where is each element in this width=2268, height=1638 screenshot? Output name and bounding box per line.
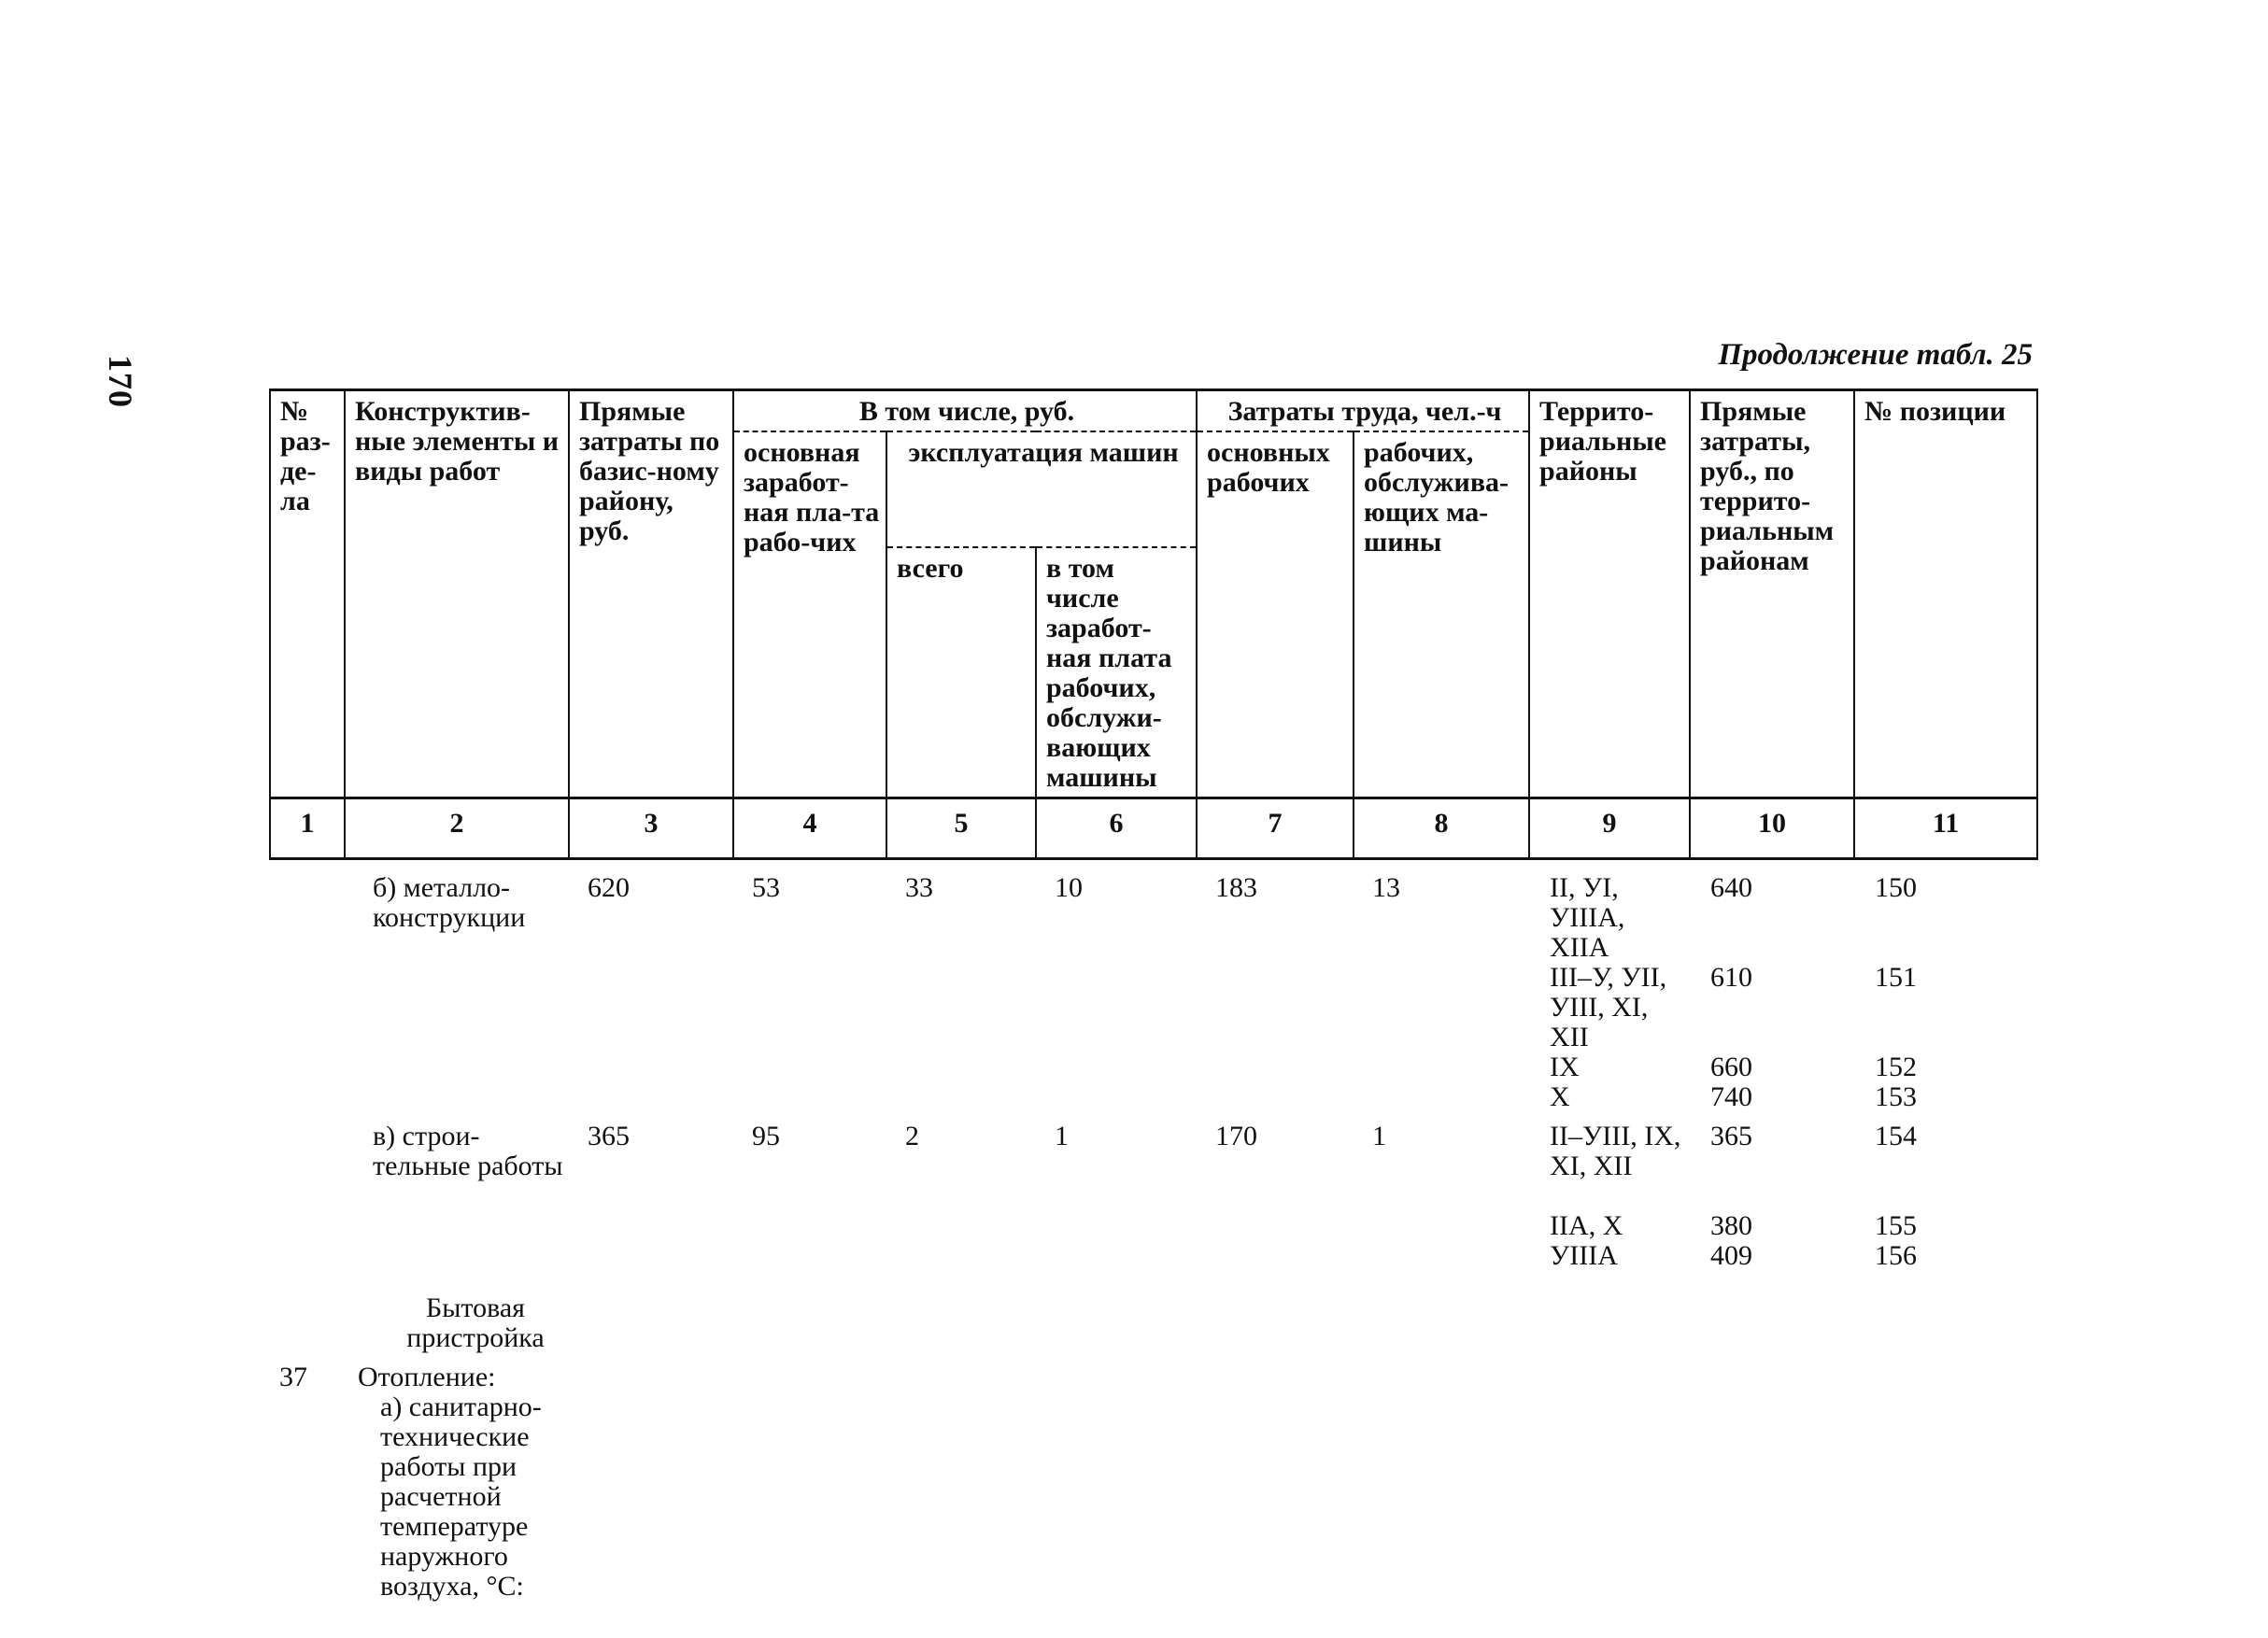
header-regions: Террито-риальные районы xyxy=(1529,390,1690,798)
row-labor-main: 183 xyxy=(1215,872,1258,903)
region-entry: IX xyxy=(1550,1052,1580,1082)
column-number: 7 xyxy=(1197,798,1354,859)
row-machines-total: 33 xyxy=(905,872,933,903)
header-group-labor: Затраты труда, чел.-ч xyxy=(1197,390,1529,432)
header-position-no: № позиции xyxy=(1854,390,2037,798)
region-cost: 610 xyxy=(1710,962,1753,993)
row-name: б) металло-конструкции xyxy=(373,872,526,933)
position-number: 152 xyxy=(1875,1052,1918,1082)
row-wages: 53 xyxy=(752,872,780,903)
row-machines-wages: 1 xyxy=(1055,1121,1069,1151)
header-group-rub: В том числе, руб. xyxy=(733,390,1197,432)
region-cost: 660 xyxy=(1710,1052,1753,1082)
header-machines-wages: в том числе заработ-ная плата рабочих, обслужи-вающих машины xyxy=(1036,547,1197,798)
position-number: 155 xyxy=(1875,1210,1918,1241)
position-number: 151 xyxy=(1875,962,1918,993)
region-cost: 409 xyxy=(1710,1240,1753,1271)
section-subitem: а) санитарно-технические работы при расчетной температуре наружного воздуха, °С: xyxy=(380,1391,542,1602)
region-entry: IIA, X xyxy=(1550,1210,1623,1241)
row-base-cost: 620 xyxy=(588,872,630,903)
header-section-no: № раз-де-ла xyxy=(270,390,345,798)
column-number: 3 xyxy=(569,798,733,859)
position-number: 153 xyxy=(1875,1081,1918,1112)
row-labor-machines: 1 xyxy=(1372,1121,1387,1151)
row-name: в) строи-тельные работы xyxy=(373,1121,563,1181)
header-base-cost: Прямые затраты по базис-ному району, руб. xyxy=(569,390,733,798)
page-number: 170 xyxy=(102,355,139,408)
region-entry: УIIIA xyxy=(1550,1240,1618,1271)
row-machines-wages: 10 xyxy=(1055,872,1083,903)
column-number: 5 xyxy=(886,798,1036,859)
column-number: 6 xyxy=(1036,798,1197,859)
section-title: Отопление: xyxy=(358,1362,496,1392)
region-entry: X xyxy=(1550,1081,1570,1112)
position-number: 156 xyxy=(1875,1240,1918,1271)
column-number: 10 xyxy=(1690,798,1854,859)
row-labor-main: 170 xyxy=(1215,1121,1258,1151)
header-region-costs: Прямые затраты, руб., по террито-риальным районам xyxy=(1690,390,1854,798)
column-number: 9 xyxy=(1529,798,1690,859)
row-labor-machines: 13 xyxy=(1372,872,1401,903)
group-heading: Бытовая пристройка xyxy=(406,1292,545,1353)
position-number: 150 xyxy=(1875,872,1918,903)
table-caption: Продолжение табл. 25 xyxy=(1718,338,2033,372)
region-entry: II, УI, УIIIА, XIIA xyxy=(1550,872,1625,963)
region-cost: 640 xyxy=(1710,872,1753,903)
header-elements: Конструктив-ные элементы и виды работ xyxy=(345,390,569,798)
row-wages: 95 xyxy=(752,1121,780,1151)
region-cost: 740 xyxy=(1710,1081,1753,1112)
region-cost: 380 xyxy=(1710,1210,1753,1241)
header-labor-main: основных рабочих xyxy=(1197,431,1354,798)
region-entry: III–У, УII, УIII, XI, XII xyxy=(1550,962,1667,1052)
header-labor-machines: рабочих, обслужива-ющих ма-шины xyxy=(1354,431,1529,798)
position-number: 154 xyxy=(1875,1121,1918,1151)
table-row xyxy=(270,1357,2037,1605)
region-cost: 365 xyxy=(1710,1121,1753,1151)
column-number: 8 xyxy=(1354,798,1529,859)
table-row xyxy=(270,1116,2037,1275)
header-main-wages: основная заработ-ная пла-та рабо-чих xyxy=(733,431,886,798)
header-group-machines: эксплуатация машин xyxy=(886,431,1197,547)
column-number: 11 xyxy=(1854,798,2037,859)
column-number: 2 xyxy=(345,798,569,859)
header-machines-total: всего xyxy=(886,547,1036,798)
row-machines-total: 2 xyxy=(905,1121,919,1151)
region-entry: II–УIII, IX, XI, XII xyxy=(1550,1121,1681,1181)
section-number: 37 xyxy=(279,1362,307,1392)
table-row xyxy=(270,859,2037,1117)
column-number: 1 xyxy=(270,798,345,859)
table-row xyxy=(270,1275,2037,1357)
cost-table xyxy=(269,388,2038,1605)
row-base-cost: 365 xyxy=(588,1121,630,1151)
column-number: 4 xyxy=(733,798,886,859)
